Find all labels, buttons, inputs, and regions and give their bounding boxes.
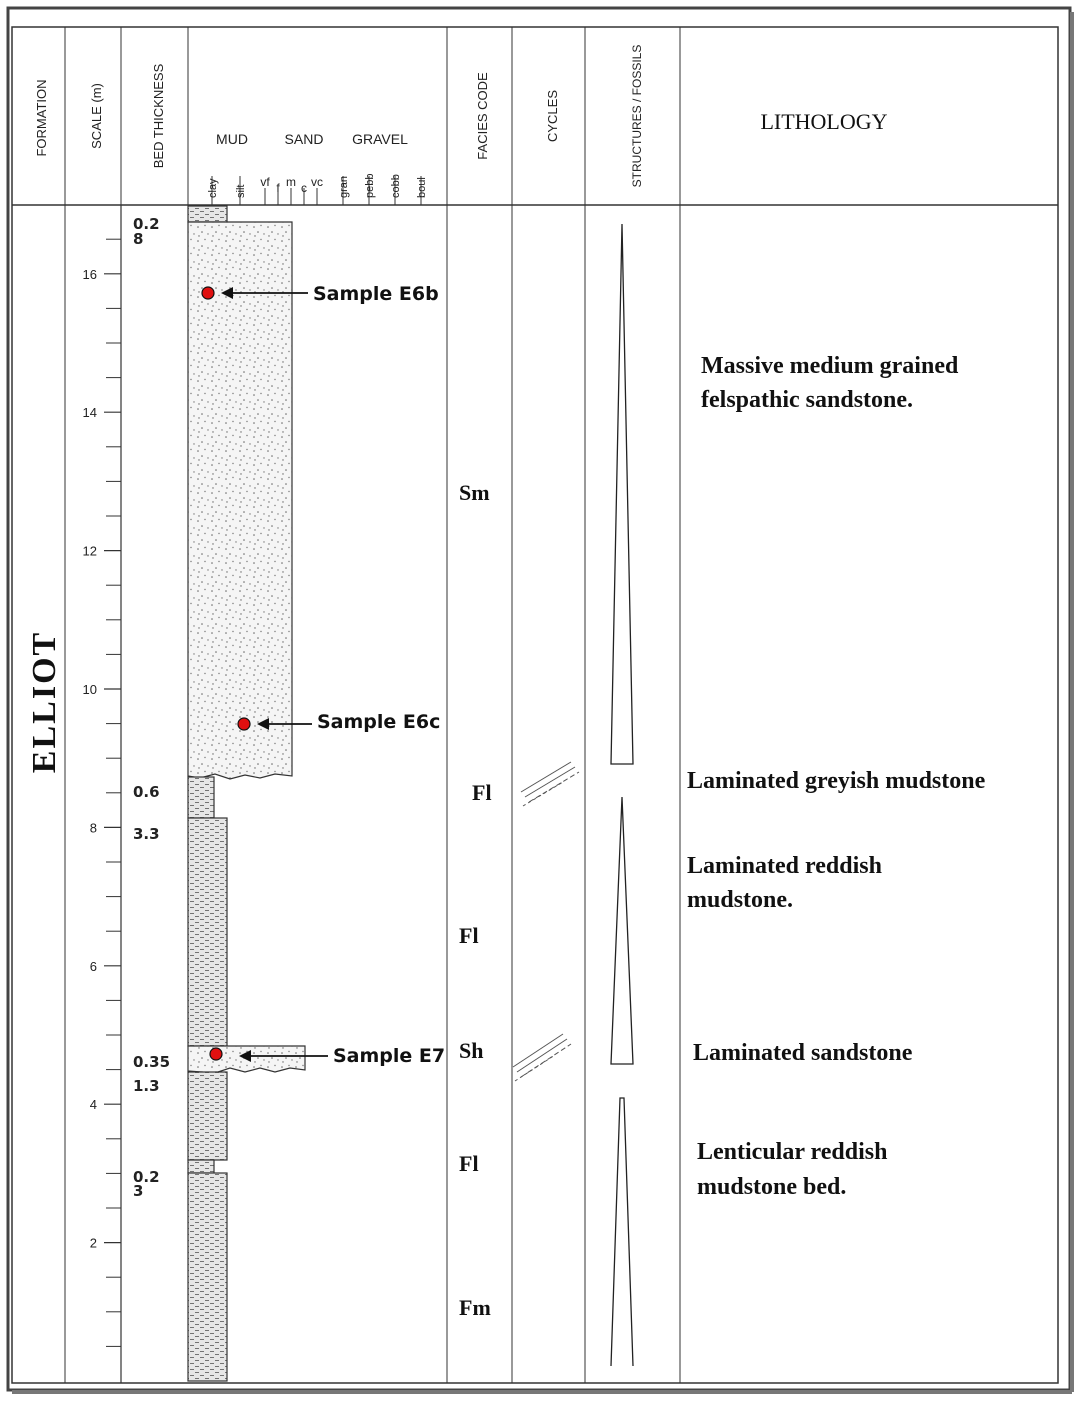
scale-tick-label-16: 16: [82, 266, 97, 282]
grain-group-mud: MUD: [216, 131, 248, 147]
facies-code-fl-3: Fl: [459, 1151, 479, 1176]
bed-thickness-label-6b: 3: [133, 1182, 144, 1200]
facies-code-sh: Sh: [459, 1038, 484, 1063]
scale-tick-label-8: 8: [89, 820, 97, 836]
lithology-desc-2: Laminated greyish mudstone: [687, 768, 986, 794]
lithology-desc-4: Laminated sandstone: [693, 1040, 913, 1066]
sample-label-e6c: Sample E6c: [317, 711, 441, 733]
header-lithology: LITHOLOGY: [760, 109, 888, 134]
grain-class-boul: boul: [416, 177, 428, 198]
formation-name: ELLIOT: [26, 630, 63, 774]
bed-thickness-label-4: 0.35: [133, 1053, 171, 1071]
grain-class-gran: gran: [338, 175, 350, 198]
bed-thickness-label-1b: 8: [133, 230, 144, 248]
scale-tick-label-4: 4: [89, 1097, 97, 1113]
header-scale: SCALE (m): [89, 83, 104, 149]
grain-class-pebb: pebb: [364, 173, 376, 198]
header-facies-code: FACIES CODE: [475, 72, 490, 160]
header-cycles: CYCLES: [545, 89, 560, 143]
facies-code-fm: Fm: [459, 1295, 491, 1320]
grain-class-vf: vf: [260, 175, 270, 189]
header-formation: FORMATION: [34, 79, 49, 157]
grain-class-cobb: cobb: [390, 174, 402, 198]
outer-frame: [8, 8, 1070, 1390]
bed-thickness-label-3: 3.3: [133, 825, 160, 843]
grain-class-c: c: [301, 181, 307, 195]
sample-dot: [210, 1048, 222, 1060]
lithology-desc-1a: Massive medium grained: [701, 353, 959, 379]
lithology-desc-3a: Laminated reddish: [687, 853, 882, 879]
scale-tick-label-12: 12: [82, 543, 97, 559]
bed-thickness-label-1a: 0.2: [133, 215, 160, 233]
lithology-desc-5b: mudstone bed.: [697, 1174, 847, 1200]
lithology-desc-5a: Lenticular reddish: [697, 1139, 888, 1165]
facies-code-fl-1: Fl: [472, 780, 492, 805]
facies-code-sm: Sm: [459, 480, 490, 505]
sample-dot: [202, 287, 214, 299]
grain-class-silt: silt: [235, 184, 247, 198]
scale-tick-label-10: 10: [82, 682, 97, 697]
sample-label-e7: Sample E7: [333, 1045, 446, 1067]
facies-code-fl-2: Fl: [459, 923, 479, 948]
scale-tick-label-14: 14: [82, 405, 97, 421]
lithology-desc-3b: mudstone.: [687, 887, 794, 913]
bed-thickness-label-6a: 0.2: [133, 1168, 160, 1186]
grain-group-sand: SAND: [284, 131, 324, 147]
sample-label-e6b: Sample E6b: [313, 283, 439, 305]
header-structures: STRUCTURES / FOSSILS: [630, 44, 644, 188]
scale-tick-label-6: 6: [89, 958, 97, 974]
bed-thickness-label-5: 1.3: [133, 1077, 160, 1095]
grain-class-f: f: [276, 181, 280, 195]
header-bed-thickness: BED THICKNESS: [151, 63, 166, 169]
grain-class-m: m: [286, 175, 296, 189]
sample-dot: [238, 718, 250, 730]
grain-group-gravel: GRAVEL: [352, 131, 408, 147]
scale-tick-label-2: 2: [89, 1235, 97, 1251]
lithology-desc-1b: felspathic sandstone.: [701, 387, 914, 413]
grain-class-clay: clay: [207, 178, 219, 198]
grain-class-vc: vc: [311, 175, 323, 189]
bed-thickness-label-2: 0.6: [133, 783, 160, 801]
